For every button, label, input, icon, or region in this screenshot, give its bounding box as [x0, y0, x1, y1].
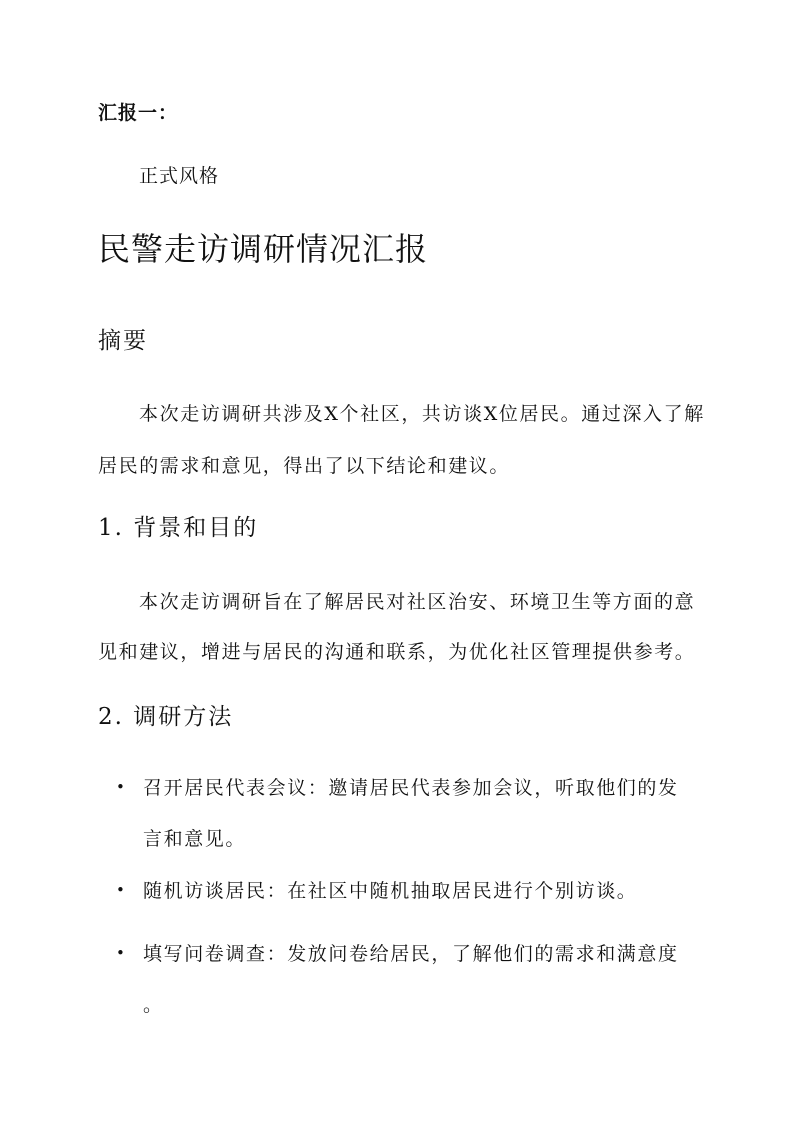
- section-paragraph-line: 本次走访调研旨在了解居民对社区治安、环境卫生等方面的意: [139, 591, 696, 613]
- document-title: 民警走访调研情况汇报: [98, 230, 429, 268]
- list-item-text: 言和意见。: [143, 828, 247, 850]
- section-heading-methods: 2. 调研方法: [98, 704, 234, 730]
- section-paragraph-line: 见和建议，增进与居民的沟通和联系，为优化社区管理提供参考。: [98, 641, 696, 663]
- abstract-line: 本次走访调研共涉及X个社区，共访谈X位居民。通过深入了解: [139, 403, 705, 425]
- abstract-heading: 摘要: [98, 328, 148, 354]
- abstract-line: 居民的需求和意见，得出了以下结论和建议。: [98, 455, 511, 477]
- section-heading-background: 1. 背景和目的: [98, 515, 259, 541]
- style-note: 正式风格: [139, 165, 220, 187]
- bullet-icon: •: [116, 944, 125, 962]
- bullet-icon: •: [116, 881, 125, 899]
- list-item-text: 填写问卷调查：发放问卷给居民，了解他们的需求和满意度: [143, 943, 679, 965]
- list-item-text: 。: [143, 994, 164, 1016]
- list-item-text: 召开居民代表会议：邀请居民代表参加会议，听取他们的发: [143, 777, 679, 799]
- bullet-icon: •: [116, 778, 125, 796]
- report-label: 汇报一：: [98, 102, 179, 124]
- list-item-text: 随机访谈居民：在社区中随机抽取居民进行个别访谈。: [143, 880, 638, 902]
